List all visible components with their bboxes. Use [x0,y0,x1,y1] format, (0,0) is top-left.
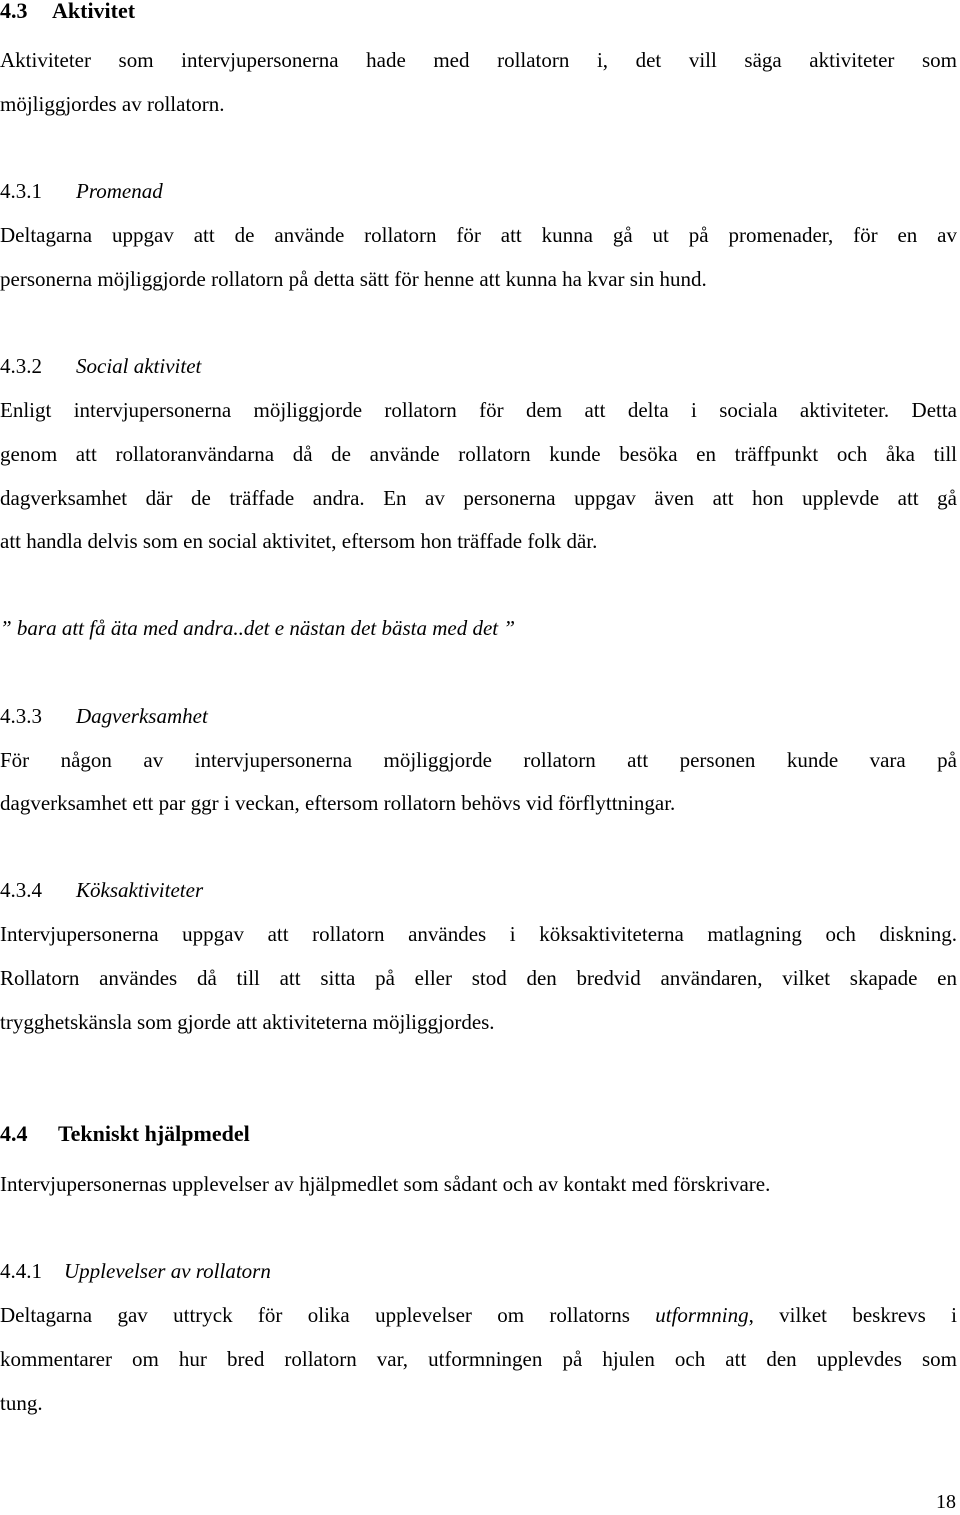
paragraph-line: Rollatorn användes då till att sitta på eller stod den bredvid användaren, vilket skapade en [0,966,957,990]
subsection-number: 4.3.2 [0,354,42,378]
subsection-title: Köksaktiviteter [76,878,204,902]
paragraph-line: Enligt intervjupersonerna möjliggjorde rollatorn för dem att delta i sociala aktiviteter. Detta [0,398,957,422]
subsection-heading-4-3-2 [0,352,957,380]
section-number: 4.4 [0,1121,28,1146]
paragraph-line: kommentarer om hur bred rollatorn var, utformningen på hjulen och att den upplevdes som [0,1347,957,1371]
text-run: Deltagarna gav uttryck för olika upplevelser om rollatorns [0,1303,656,1327]
paragraph-line: tung. [0,1391,43,1415]
subsection-heading-4-3-1 [0,177,957,205]
text-run: , vilket beskrevs i [748,1303,957,1327]
emphasized-word: utformning [655,1303,749,1327]
section-title: Tekniskt hjälpmedel [58,1121,250,1146]
page-number: 18 [936,1491,956,1513]
paragraph-line: Intervjupersonernas upplevelser av hjälpmedlet som sådant och av kontakt med förskrivare. [0,1172,771,1196]
paragraph-line: att handla delvis som en social aktivitet, eftersom hon träffade folk där. [0,529,598,553]
subsection-title: Dagverksamhet [76,704,208,728]
subsection-number: 4.3.3 [0,704,42,728]
subsection-number: 4.3.1 [0,179,42,203]
paragraph-line: personerna möjliggjorde rollatorn på detta sätt för henne att kunna ha kvar sin hund. [0,267,707,291]
subsection-number: 4.3.4 [0,878,42,902]
paragraph-line: Deltagarna uppgav att de använde rollatorn för att kunna gå ut på promenader, för en av [0,223,957,247]
paragraph-line: Intervjupersonerna uppgav att rollatorn användes i köksaktiviteterna matlagning och diskning. [0,922,957,946]
subsection-heading-4-3-4 [0,876,957,904]
paragraph-line: dagverksamhet där de träffade andra. En av personerna uppgav även att hon upplevde att gå [0,486,957,510]
section-number: 4.3 [0,0,28,23]
subsection-heading-4-3-3 [0,702,957,730]
paragraph-line: trygghetskänsla som gjorde att aktiviteterna möjliggjordes. [0,1010,495,1034]
section-heading-4-4 [0,1120,957,1148]
subsection-number: 4.4.1 [0,1259,42,1283]
paragraph-line: genom att rollatoranvändarna då de använde rollatorn kunde besöka en träffpunkt och åka till [0,442,957,466]
subsection-title: Upplevelser av rollatorn [64,1259,271,1283]
subsection-title: Social aktivitet [76,354,202,378]
section-title: Aktivitet [52,0,136,23]
paragraph-line: möjliggjordes av rollatorn. [0,92,225,116]
subsection-heading-4-4-1 [0,1257,957,1285]
paragraph-line: dagverksamhet ett par ggr i veckan, eftersom rollatorn behövs vid förflyttningar. [0,791,676,815]
section-heading-4-3 [0,0,957,25]
paragraph-line: För någon av intervjupersonerna möjliggjorde rollatorn att personen kunde vara på [0,748,957,772]
interview-quote: ” bara att få äta med andra..det e nästan det bästa med det ” [0,616,516,640]
subsection-title: Promenad [76,179,163,203]
paragraph-line: Aktiviteter som intervjupersonerna hade med rollatorn i, det vill säga aktiviteter som [0,48,957,72]
paragraph-line [0,1301,957,1329]
